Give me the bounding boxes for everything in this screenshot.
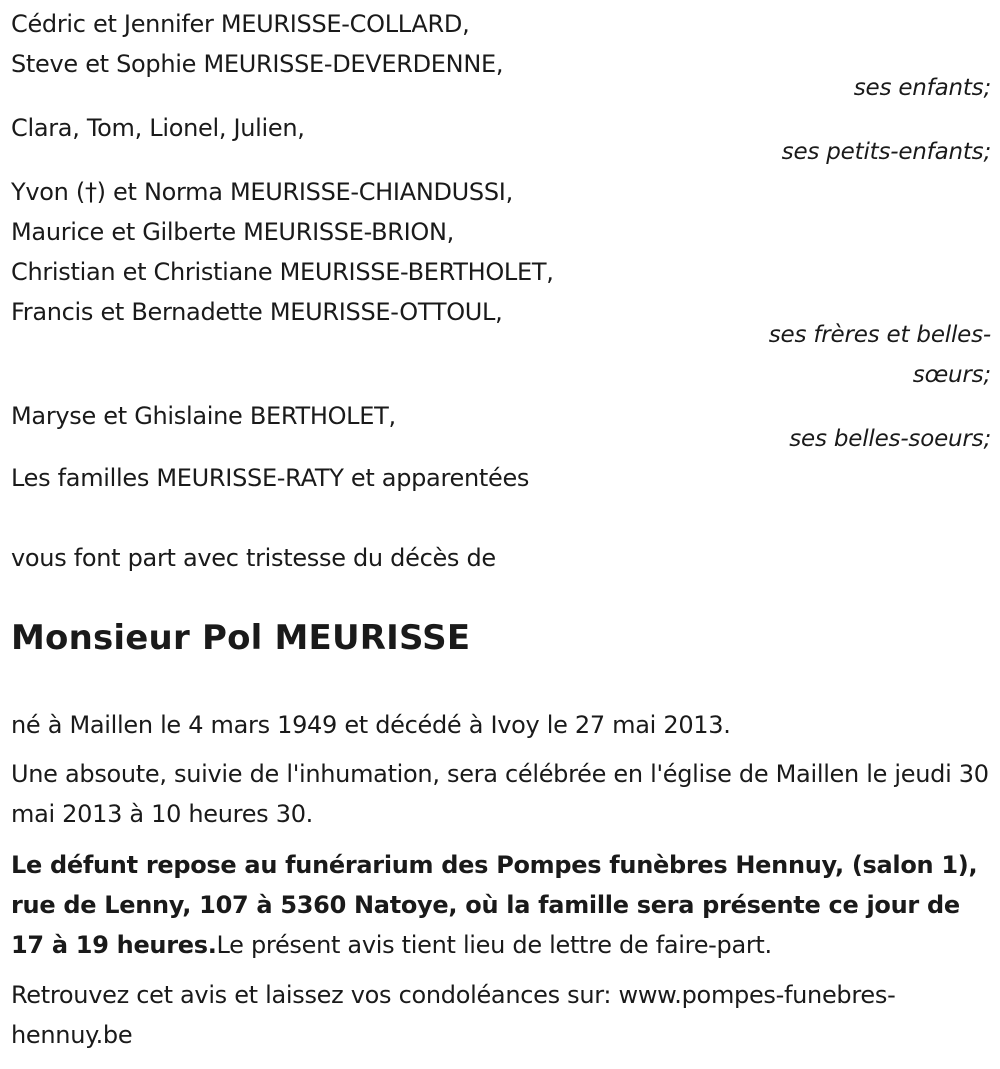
visitation-bold-text: Le défunt repose au funérarium des Pompes funèbres Hennuy, (salon 1), rue de Lenny, 107 à 5360 Natoye, où la famille sera présente ce jour de 17 à 19 heures. [11, 851, 978, 959]
visitation-note-text: Le présent avis tient lieu de lettre de faire-part. [216, 931, 772, 959]
deceased-name: Monsieur Pol MEURISSE [11, 618, 471, 658]
children-line-1: Cédric et Jennifer MEURISSE-COLLARD, [11, 10, 470, 38]
siblings-label-1: ses frères et belles- [768, 322, 991, 348]
siblings-line-3: Christian et Christiane MEURISSE-BERTHOLET, [11, 258, 554, 286]
announcement-line: vous font part avec tristesse du décès de [11, 544, 496, 572]
siblings-label-2: sœurs; [912, 362, 991, 388]
sisters-in-law-line: Maryse et Ghislaine BERTHOLET, [11, 402, 396, 430]
families-line: Les familles MEURISSE-RATY et apparentées [11, 464, 530, 492]
siblings-line-4: Francis et Bernadette MEURISSE-OTTOUL, [11, 298, 503, 326]
sisters-in-law-label: ses belles-soeurs; [789, 426, 991, 452]
grandchildren-label: ses petits-enfants; [781, 139, 991, 165]
grandchildren-line: Clara, Tom, Lionel, Julien, [11, 114, 305, 142]
children-label: ses enfants; [853, 75, 991, 101]
birth-death-line: né à Maillen le 4 mars 1949 et décédé à Ivoy le 27 mai 2013. [11, 711, 731, 739]
visitation-paragraph [11, 845, 991, 965]
condolences-paragraph: Retrouvez cet avis et laissez vos condoléances sur: www.pompes-funebres-hennuy.be [11, 981, 896, 1049]
siblings-line-1: Yvon (†) et Norma MEURISSE-CHIANDUSSI, [11, 178, 513, 206]
children-line-2: Steve et Sophie MEURISSE-DEVERDENNE, [11, 50, 504, 78]
siblings-line-2: Maurice et Gilberte MEURISSE-BRION, [11, 218, 454, 246]
ceremony-paragraph: Une absoute, suivie de l'inhumation, sera célébrée en l'église de Maillen le jeudi 30 mai 2013 à 10 heures 30. [11, 760, 989, 828]
